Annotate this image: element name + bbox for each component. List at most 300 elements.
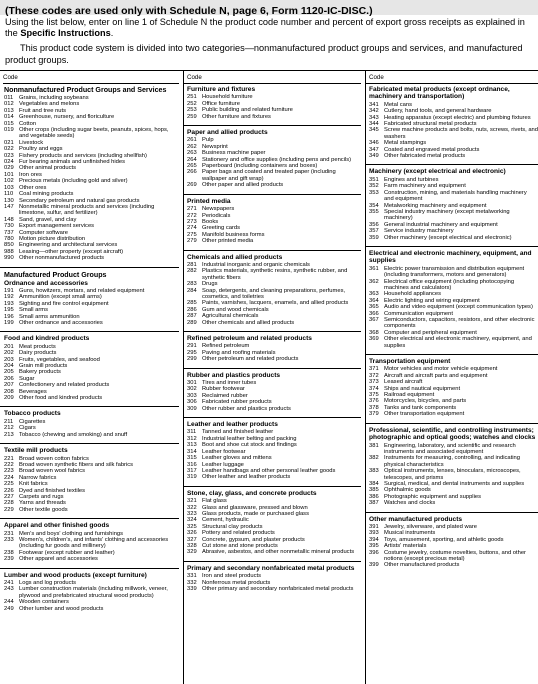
code-row <box>4 586 179 599</box>
product-code: 265 <box>187 163 197 170</box>
product-description: Other ores <box>19 184 47 191</box>
product-description: Broad woven synthetic fibers and silk fabrics <box>19 461 134 468</box>
product-description: Paving and roofing materials <box>202 349 276 356</box>
code-column-header: Code <box>184 74 361 84</box>
product-description: Lumber construction materials (including millwork, veneer, plywood and prefabricated structural wood products) <box>19 586 168 599</box>
product-code: 372 <box>369 372 379 379</box>
product-code: 243 <box>4 586 14 593</box>
product-description: Heating apparatus (except electric) and plumbing fixtures <box>384 114 531 121</box>
product-description: Farm machinery and equipment <box>384 183 466 190</box>
product-description: Aircraft and aircraft parts and equipment <box>384 372 488 379</box>
section-heading: Manufactured Product Groups <box>0 267 179 280</box>
product-code: 328 <box>187 542 197 549</box>
product-code: 394 <box>369 536 379 543</box>
product-code: 281 <box>187 261 197 268</box>
product-code: 011 <box>4 95 14 101</box>
product-code: 395 <box>369 543 379 550</box>
code-row <box>369 411 538 417</box>
product-description: Other apparel and accessories <box>19 556 98 563</box>
product-description: Coal mining products <box>19 191 74 198</box>
product-code: 332 <box>187 579 197 586</box>
product-code: 238 <box>4 549 14 556</box>
product-code: 363 <box>369 291 379 298</box>
product-code: 988 <box>4 248 14 255</box>
section-heading: Apparel and other finished goods <box>0 518 179 530</box>
product-description: Motion picture distribution <box>19 235 86 242</box>
product-code: 325 <box>187 523 197 530</box>
product-description: Industrial leather belting and packing <box>202 435 297 442</box>
product-description: Other primary and secondary nonfabricated metal products <box>202 586 354 592</box>
product-description: Logs and log products <box>19 580 77 586</box>
column-3 <box>365 71 538 684</box>
product-description: Engineering and architectural services <box>19 242 118 249</box>
product-description: Gum and wood chemicals <box>202 306 269 313</box>
product-description: Concrete, gypsum, and plaster products <box>202 536 305 543</box>
product-description: Boot and shoe cut stock and findings <box>202 442 297 449</box>
product-description: Narrow fabrics <box>19 474 57 481</box>
product-code: 366 <box>369 310 379 317</box>
product-description: Other petroleum and related products <box>202 356 299 363</box>
product-description: Yarns and threads <box>19 500 66 507</box>
section-spacer <box>4 438 179 441</box>
product-description: Poultry and eggs <box>19 146 63 153</box>
product-code: 206 <box>4 375 14 382</box>
code-column-header: Code <box>3 74 179 84</box>
product-code: 261 <box>187 137 197 144</box>
product-description: Nonferrous metal products <box>202 579 271 586</box>
product-description: Tanned and finished leather <box>202 429 274 436</box>
product-code: 266 <box>187 169 197 176</box>
product-description: Communication equipment <box>384 310 453 317</box>
product-code: 014 <box>4 114 14 121</box>
section-heading: Transportation equipment <box>366 354 538 366</box>
product-description: Fishery products and services (including shellfish) <box>19 152 147 159</box>
product-description: Audio and video equipment (except communication types) <box>384 304 533 311</box>
product-code: 344 <box>369 121 379 128</box>
product-code: 227 <box>4 493 14 500</box>
product-code: 274 <box>187 225 197 232</box>
product-description: Ammunition (except small arms) <box>19 294 102 301</box>
code-row <box>187 474 361 480</box>
product-code: 019 <box>4 127 14 134</box>
product-code: 730 <box>4 223 14 230</box>
product-code: 291 <box>187 343 197 350</box>
product-description: Glass and glassware, pressed and blown <box>202 504 308 511</box>
product-description: Engines and turbines <box>384 176 439 183</box>
product-code: 203 <box>4 356 14 363</box>
product-description: Electric lighting and wiring equipment <box>384 297 480 304</box>
product-description: Iron ores <box>19 171 42 178</box>
product-code: 373 <box>369 379 379 386</box>
product-description: Toys, amusement, sporting, and athletic goods <box>384 536 504 543</box>
product-code: 850 <box>4 242 14 249</box>
product-code: 271 <box>187 206 197 213</box>
product-code: 196 <box>4 313 14 320</box>
section-heading: Nonmanufactured Product Groups and Services <box>4 86 167 94</box>
product-description: Newspapers <box>202 206 235 213</box>
code-row <box>4 395 179 401</box>
code-row <box>187 549 361 555</box>
product-code: 316 <box>187 461 197 468</box>
product-description: Paperboard (including containers and boxes) <box>202 163 318 170</box>
product-code: 244 <box>4 599 14 606</box>
product-code: 102 <box>4 178 14 185</box>
product-description: Metalworking machinery and equipment <box>384 202 487 209</box>
product-code: 306 <box>187 399 197 406</box>
product-description: Fruits, vegetables, and seafood <box>19 356 100 363</box>
code-row <box>187 288 361 301</box>
product-code: 253 <box>187 107 197 114</box>
product-description: Fabricated structural metal products <box>384 121 477 128</box>
product-code: 287 <box>187 313 197 320</box>
product-code: 191 <box>4 287 14 294</box>
section-heading: Professional, scientific, and controlling instruments; photographic and optical goods; watches and clocks <box>366 423 538 443</box>
product-code: 192 <box>4 294 14 301</box>
intro-line1-bold: Specific Instructions <box>20 28 111 39</box>
product-description: Iron and steel products <box>202 573 261 580</box>
product-code: 343 <box>369 114 379 121</box>
product-code: 221 <box>4 455 14 462</box>
section-heading: Food and kindred products <box>0 331 179 343</box>
product-description: Electrical office equipment (including photocopying machines and calculators) <box>384 278 515 291</box>
header-bar <box>0 0 538 15</box>
code-row <box>187 268 361 281</box>
product-code: 326 <box>187 530 197 537</box>
product-description: Glass products, made or purchased glass <box>202 510 309 517</box>
product-description: Service industry machinery <box>384 228 454 235</box>
code-row <box>187 182 361 188</box>
product-code: 357 <box>369 228 379 235</box>
product-code: 383 <box>369 468 379 475</box>
section-spacer <box>369 569 538 572</box>
product-code: 385 <box>369 487 379 494</box>
section-spacer <box>187 363 361 366</box>
product-code: 382 <box>369 455 379 462</box>
product-code: 207 <box>4 382 14 389</box>
product-description: Leather gloves and mittens <box>202 455 272 462</box>
product-description: Other manufactured products <box>384 562 460 569</box>
code-row <box>4 606 179 612</box>
product-description: Stationery and office supplies (including pens and pencils) <box>202 156 352 163</box>
product-code: 313 <box>187 442 197 449</box>
product-code: 024 <box>4 159 14 166</box>
product-description: Metal stampings <box>384 140 427 147</box>
intro-paragraph-1 <box>5 17 535 39</box>
code-row <box>369 190 538 203</box>
product-description: Livestock <box>19 139 44 146</box>
product-code: 364 <box>369 297 379 304</box>
code-row <box>187 238 361 244</box>
product-code: 329 <box>187 549 197 556</box>
code-row <box>369 279 538 292</box>
product-code: 015 <box>4 120 14 127</box>
product-description: Leasing—other property (except aircraft) <box>19 248 124 255</box>
section-spacer <box>187 412 361 415</box>
section-heading: Stone, clay, glass, and concrete products <box>184 486 361 498</box>
product-description: Other lumber and wood products <box>19 605 104 612</box>
product-code: 354 <box>369 202 379 209</box>
code-row <box>4 432 179 438</box>
product-description: Knit fabrics <box>19 481 48 488</box>
code-row <box>187 320 361 326</box>
section-spacer <box>369 349 538 352</box>
section-heading: Refined petroleum and related products <box>184 331 361 343</box>
code-row <box>369 209 538 222</box>
section-heading: Lumber and wood products (except furniture) <box>0 568 179 580</box>
product-code: 259 <box>187 113 197 120</box>
code-row <box>4 204 179 217</box>
product-code: 147 <box>4 203 14 210</box>
product-code: 223 <box>4 468 14 475</box>
product-code: 249 <box>4 605 14 612</box>
product-code: 251 <box>187 94 197 101</box>
product-code: 284 <box>187 287 197 294</box>
product-description: Fabricated rubber products <box>202 399 272 406</box>
product-code: 110 <box>4 191 14 198</box>
page-title: (These codes are used only with Schedule N, page 6, Form 1120-IC-DISC.) <box>5 5 373 17</box>
section-heading: Electrical and electronic machinery, equipment, and supplies <box>366 246 538 266</box>
product-description: Cigars <box>19 425 36 432</box>
product-description: Export management services <box>19 223 95 230</box>
section-heading: Ordnance and accessories <box>4 279 88 287</box>
section-spacer <box>187 481 361 484</box>
product-description: Greeting cards <box>202 225 241 232</box>
product-code: 322 <box>187 504 197 511</box>
product-code: 103 <box>4 184 14 191</box>
product-code: 205 <box>4 369 14 376</box>
product-code: 021 <box>4 139 14 146</box>
product-description: Paper bags and coated and treated paper (including wallpaper and gift wrap) <box>202 169 336 182</box>
product-code: 283 <box>187 281 197 288</box>
product-description: Dyed and finished textiles <box>19 487 86 494</box>
product-code: 387 <box>369 500 379 507</box>
code-row <box>4 537 179 550</box>
product-description: Beverages <box>19 388 47 395</box>
product-description: Confectionery and related products <box>19 382 110 389</box>
code-column-header: Code <box>366 74 538 84</box>
product-description: Leather handbags and other personal leather goods <box>202 467 336 474</box>
section-spacer <box>4 401 179 404</box>
product-code: 231 <box>4 530 14 537</box>
code-row <box>369 443 538 456</box>
section-heading: Rubber and plastics products <box>184 368 361 380</box>
product-code: 362 <box>369 278 379 285</box>
product-description: Other furniture and fixtures <box>202 113 271 120</box>
product-description: Optical instruments, lenses, binoculars, microscopes, telescopes, and prisms <box>384 468 521 481</box>
section-heading: Chemicals and allied products <box>184 250 361 262</box>
section-heading: Leather and leather products <box>184 417 361 429</box>
product-code: 212 <box>4 425 14 432</box>
section-spacer <box>187 189 361 192</box>
product-code: 321 <box>187 498 197 505</box>
product-code: 309 <box>187 405 197 412</box>
product-description: Other electrical and electronic machinery, equipment, and supplies <box>384 336 532 349</box>
product-description: Pottery and related products <box>202 530 275 537</box>
section-spacer <box>187 326 361 329</box>
product-description: Computer software <box>19 229 68 236</box>
product-description: Tires and inner tubes <box>202 380 257 387</box>
product-code: 311 <box>187 429 197 436</box>
section-heading: Paper and allied products <box>184 125 361 137</box>
product-description: Cutlery, hand tools, and general hardware <box>384 108 492 115</box>
product-code: 345 <box>369 127 379 134</box>
product-code: 264 <box>187 156 197 163</box>
code-row <box>187 114 361 120</box>
code-row <box>369 336 538 349</box>
product-description: Motor vehicles and motor vehicle equipment <box>384 366 498 373</box>
product-code: 356 <box>369 221 379 228</box>
product-description: Refined petroleum <box>202 343 250 350</box>
product-description: Ships and nautical equipment <box>384 385 461 392</box>
product-description: Other ordnance and accessories <box>19 320 103 326</box>
product-description: Rubber footwear <box>202 386 245 393</box>
product-description: Other animal products <box>19 165 77 172</box>
product-code: 279 <box>187 238 197 245</box>
product-description: Other paper and allied products <box>202 182 284 189</box>
product-description: Grains, including soybeans <box>19 95 89 101</box>
section-heading: Textile mill products <box>0 443 179 455</box>
code-row <box>4 127 179 140</box>
product-code: 341 <box>369 101 379 108</box>
product-description: Other nonmanufactured products <box>19 255 105 262</box>
column-1 <box>4 71 179 684</box>
product-code: 272 <box>187 212 197 219</box>
product-description: Artists' materials <box>384 543 427 550</box>
product-code: 130 <box>4 197 14 204</box>
product-description: Railroad equipment <box>384 392 435 399</box>
product-code: 273 <box>187 218 197 225</box>
product-code: 012 <box>4 101 14 108</box>
code-row <box>369 153 538 159</box>
product-description: Musical instruments <box>384 530 436 537</box>
product-code: 374 <box>369 385 379 392</box>
code-row <box>369 127 538 140</box>
code-row <box>369 562 538 568</box>
code-row <box>4 556 179 562</box>
product-code: 317 <box>187 467 197 474</box>
product-code: 324 <box>187 517 197 524</box>
product-code: 241 <box>4 580 14 586</box>
product-code: 393 <box>369 530 379 537</box>
product-description: Sugar <box>19 375 35 382</box>
product-description: Cigarettes <box>19 418 46 425</box>
section-spacer <box>369 507 538 510</box>
product-code: 282 <box>187 268 197 275</box>
product-description: Sighting and fire control equipment <box>19 300 109 307</box>
product-description: Metal cans <box>384 101 413 108</box>
product-code: 269 <box>187 182 197 189</box>
product-code: 252 <box>187 100 197 107</box>
product-code: 022 <box>4 146 14 153</box>
section-spacer <box>187 245 361 248</box>
product-code: 013 <box>4 107 14 114</box>
section-spacer <box>187 120 361 123</box>
section-spacer <box>4 612 179 615</box>
product-description: Flat glass <box>202 498 227 505</box>
product-description: Other printed media <box>202 238 254 245</box>
product-description: Sand, gravel, and clay <box>19 216 77 223</box>
product-description: Secondary petroleum and natural gas products <box>19 197 140 204</box>
product-code: 101 <box>4 171 14 178</box>
product-description: Bakery products <box>19 369 61 376</box>
product-description: Public building and related furniture <box>202 107 293 114</box>
product-code: 315 <box>187 455 197 462</box>
product-code: 349 <box>369 153 379 160</box>
product-description: Watches and clocks <box>384 500 436 507</box>
product-code: 368 <box>369 329 379 336</box>
product-description: Other machinery (except electrical and electronic) <box>384 234 512 241</box>
section-heading: Other manufactured products <box>366 512 538 524</box>
product-description: Industrial inorganic and organic chemicals <box>202 261 310 268</box>
product-code: 286 <box>187 306 197 313</box>
code-row <box>4 255 179 261</box>
product-code: 275 <box>187 231 197 238</box>
product-description: Motorcycles, bicycles, and parts <box>384 398 467 405</box>
product-code: 262 <box>187 143 197 150</box>
product-code: 355 <box>369 208 379 215</box>
product-code: 339 <box>187 586 197 592</box>
product-description: Soap, detergents, and cleaning preparations, perfumes, cosmetics, and toiletries <box>202 287 346 300</box>
product-description: Small arms ammunition <box>19 313 80 320</box>
product-description: Other fabricated metal products <box>384 153 466 160</box>
product-code: 367 <box>369 317 379 323</box>
product-description: Tobacco (chewing and smoking) and snuff <box>19 431 128 438</box>
product-code: 346 <box>369 140 379 147</box>
product-code: 204 <box>4 363 14 370</box>
intro-text <box>5 17 535 66</box>
product-code: 029 <box>4 165 14 172</box>
product-description: Other textile goods <box>19 506 68 513</box>
code-row <box>369 468 538 481</box>
product-description: Nonmetallic mineral products and services (including limestone, sulfur, and fertilizer) <box>19 203 155 217</box>
product-code: 199 <box>4 320 14 326</box>
product-description: Paints, varnishes, lacquers, enamels, and allied products <box>202 300 349 307</box>
product-code-table <box>0 70 538 684</box>
product-description: Other rubber and plastics products <box>202 405 291 412</box>
product-code: 225 <box>4 481 14 488</box>
code-row <box>369 500 538 506</box>
product-description: Vegetables and melons <box>19 101 80 108</box>
code-row <box>4 320 179 326</box>
product-description: Men's and boys' clothing and furnishings <box>19 530 124 537</box>
product-code: 371 <box>369 366 379 373</box>
product-description: Pulp <box>202 137 214 144</box>
code-row <box>187 356 361 362</box>
product-code: 263 <box>187 150 197 157</box>
product-code: 289 <box>187 319 197 326</box>
product-description: Wooden containers <box>19 599 69 606</box>
product-code: 299 <box>187 356 197 363</box>
product-description: Fruit and tree nuts <box>19 107 67 114</box>
product-code: 381 <box>369 442 379 449</box>
product-code: 211 <box>4 418 14 425</box>
product-description: Office furniture <box>202 100 240 107</box>
product-description: Computer and peripheral equipment <box>384 329 477 336</box>
product-description: Coated and engraved metal products <box>384 146 480 153</box>
product-code: 353 <box>369 189 379 196</box>
product-code: 229 <box>4 506 14 513</box>
product-description: Leased aircraft <box>384 379 423 386</box>
intro-line1: Using the list below, enter on line 1 of Schedule N the product code number and percent of export gross receipts as explained in the <box>5 17 525 39</box>
product-code: 303 <box>187 392 197 399</box>
product-description: Drugs <box>202 281 218 288</box>
product-code: 201 <box>4 343 14 350</box>
code-row <box>369 550 538 563</box>
product-description: Carpets and rugs <box>19 493 64 500</box>
product-code: 295 <box>187 349 197 356</box>
product-description: Periodicals <box>202 212 231 219</box>
product-description: Leather luggage <box>202 461 244 468</box>
